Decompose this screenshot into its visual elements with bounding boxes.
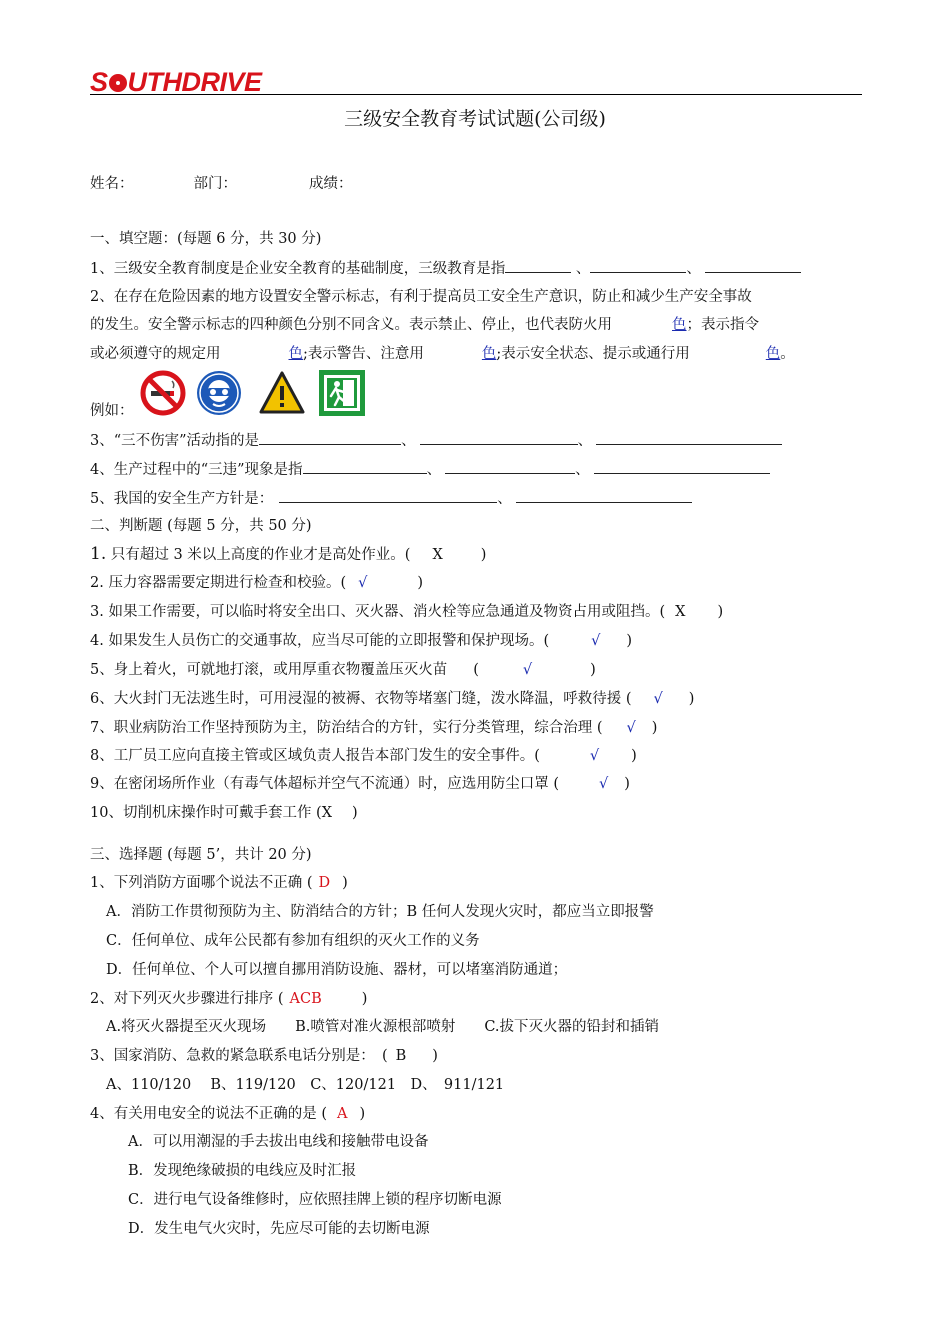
item-answer: √ [626,720,636,736]
separator: 、 [575,462,590,478]
separator: 、 [686,261,701,277]
item-text: 如果工作需要，可以临时将安全出口、灭火器、消火栓等应急通道及物资占用或阻挡。( [108,604,666,620]
goggles-mandatory-icon [196,370,242,416]
item-close: ) [651,720,658,736]
item-answer: X [432,547,443,563]
item-text: 压力容器需要定期进行检查和校验。( [108,575,347,591]
item-text: 职业病防治工作坚持预防为主，防治结合的方针，实行分类管理，综合治理 ( [113,720,603,736]
logo-text: UTHDRIVE [127,67,262,97]
fill-q5-text: 5、我国的安全生产方针是： [90,491,274,507]
blank [516,488,692,503]
fill-q4-text: 4、生产过程中的“三违”现象是指 [90,462,303,478]
item-number: 10、 [90,805,123,821]
item-answer: √ [591,633,601,649]
logo-letter-s: S [90,67,108,97]
judge-item [90,803,358,823]
fill-q5 [90,488,692,509]
item-answer: X [675,604,686,620]
item-text: 大火封门无法逃生时，可用浸湿的被褥、衣物等堵塞门缝，泼水降温，呼救待援 ( [113,691,632,707]
item-close: ) [717,604,724,620]
fill-q1-text: 1、三级安全教育制度是企业安全教育的基础制度，三级教育是指 [90,261,506,277]
item-answer: √ [653,691,663,707]
choice-option: C．进行电气设备维修时，应依照挂牌上锁的程序切断电源 [128,1192,502,1208]
blank [596,430,782,445]
choice-stem: 3、国家消防、急救的紧急联系电话分别是： ( [90,1048,388,1064]
fill-q3 [90,430,782,451]
color-char: 色 [481,346,497,362]
choice-option: A．消防工作贯彻预防为主、防消结合的方针；B 任何人发现火灾时，都应当立即报警 [106,904,654,920]
section1-heading: 一、填空题：(每题 6 分，共 30 分) [90,231,322,247]
answer-blank-yellow [424,346,497,362]
section2-heading: 二、判断题 (每题 5 分，共 50 分) [90,518,312,534]
blank [505,258,571,273]
blank [445,459,575,474]
info-line [90,174,353,194]
item-close: ) [626,633,633,649]
example-label: 例如： [90,403,134,419]
item-answer: √ [599,776,609,792]
choice-close: ) [342,875,348,891]
choice-stem: 1、下列消防方面哪个说法不正确 ( [90,875,313,891]
fill-q2-text: 的发生。安全警示标志的四种颜色分别不同含义。表示禁止、停止，也代表防火用 [90,317,612,333]
color-char: 色 [765,346,781,362]
color-char: 色 [672,317,687,333]
section3-heading: 三、选择题 (每题 5’，共计 20 分) [90,847,312,863]
judge-item [90,718,657,738]
answer-blank-blue [221,346,304,362]
page-title: 三级安全教育考试试题(公司级) [344,108,606,130]
choice-stem: 2、对下列灭火步骤进行排序 ( [90,991,284,1007]
choice-q2 [90,989,367,1009]
choice-options: A.将灭火器提至灭火现场 B.喷管对准火源根部喷射 C.拔下灭火器的铅封和插销 [106,1019,660,1035]
choice-answer: B [395,1048,407,1064]
separator: 、 [575,261,591,277]
fill-q4 [90,459,770,480]
header-rule [90,94,862,95]
fill-q3-text: 3、“三不伤害”活动指的是 [90,433,260,449]
answer-blank-green [690,346,781,362]
fill-q2-text: 或必须遵守的规定用 [90,346,221,362]
choice-option: D．任何单位、个人可以擅自挪用消防设施、器材，可以堵塞消防通道； [106,962,568,978]
dept-label: 部门： [193,176,237,192]
item-number: 1. [90,544,107,564]
answer-blank-red [612,317,687,333]
item-close: ) [352,805,358,821]
judge-item [90,746,637,766]
item-number: 6、 [90,691,114,707]
separator: 、 [577,433,593,449]
item-number: 4. [90,633,104,649]
judge-item [90,660,596,680]
item-open: ( [473,662,479,678]
item-text: 在密闭场所作业（有毒气体超标并空气不流通）时，应选用防尘口罩 ( [113,776,559,792]
blank [259,430,401,445]
item-answer: X [321,805,333,821]
item-close: ) [480,547,487,563]
name-label: 姓名： [90,176,134,192]
fill-q2-text: ;表示警告、注意用 [303,346,424,362]
item-text: 切削机床操作时可戴手套工作 ( [122,805,322,821]
emergency-exit-icon [319,370,365,416]
judge-item [90,573,423,593]
item-number: 3. [90,604,104,620]
fill-q2-line1: 2、在存在危险因素的地方设置安全警示标志，有利于提高员工安全生产意识，防止和减少生产安全事故 [90,289,752,305]
judge-item [90,774,630,794]
choice-close: ) [361,991,368,1007]
item-close: ) [590,662,596,678]
item-number: 5、 [90,662,114,678]
item-text: 工厂员工应向直接主管或区域负责人报告本部门发生的安全事件。( [113,748,540,764]
period: 。 [780,346,795,362]
item-answer: √ [358,575,368,591]
gear-icon [109,74,127,92]
choice-q3 [90,1046,438,1066]
choice-close: ) [432,1048,438,1064]
choice-q4 [90,1104,365,1124]
separator: 、 [497,491,512,507]
choice-q1 [90,873,348,893]
choice-option: B．发现绝缘破损的电线应及时汇报 [128,1163,357,1179]
choice-stem: 4、有关用电安全的说法不正确的是 ( [90,1106,327,1122]
item-close: ) [624,776,630,792]
item-number: 2. [90,575,104,591]
no-smoking-icon [140,370,186,416]
judge-item [90,544,486,565]
choice-close: ) [359,1106,366,1122]
choice-options: A、110/120 B、119/120 C、120/121 D、 911/121 [106,1077,505,1093]
fill-q2-line2 [90,315,759,335]
blank [590,258,686,273]
judge-item [90,689,694,709]
fill-q1 [90,258,801,279]
item-text: 如果发生人员伤亡的交通事故，应当尽可能的立即报警和保护现场。( [108,633,550,649]
blank [420,430,578,445]
item-close: ) [631,748,637,764]
fill-q2-line3 [90,344,795,364]
blank [594,459,770,474]
item-close: ) [417,575,424,591]
judge-item [90,602,723,622]
separator: 、 [426,462,442,478]
item-number: 9、 [90,776,114,792]
fill-q2-text: ；表示指令 [686,317,759,333]
choice-option: C．任何单位、成年公民都有参加有组织的灭火工作的义务 [106,933,480,949]
choice-option: D．发生电气火灾时，先应尽可能的去切断电源 [128,1221,430,1237]
fill-q2-text: ;表示安全状态、提示或通行用 [496,346,690,362]
choice-answer: A [337,1106,348,1122]
score-label: 成绩： [309,176,353,192]
blank [705,258,801,273]
blank [303,459,427,474]
judge-item [90,631,632,651]
item-answer: √ [522,662,533,678]
color-char: 色 [288,346,303,362]
item-answer: √ [589,748,600,764]
item-number: 8、 [90,748,114,764]
warning-triangle-icon [259,370,305,416]
separator: 、 [401,433,416,449]
item-text: 身上着火，可就地打滚，或用厚重衣物覆盖压灭火苗 [113,662,448,678]
blank [279,488,497,503]
choice-answer: ACB [289,991,322,1007]
choice-answer: D [318,875,331,891]
choice-option: A．可以用潮湿的手去拔出电线和接触带电设备 [128,1134,429,1150]
item-close: ) [688,691,695,707]
item-number: 7、 [90,720,114,736]
item-text: 只有超过 3 米以上高度的作业才是高处作业。( [110,547,411,563]
